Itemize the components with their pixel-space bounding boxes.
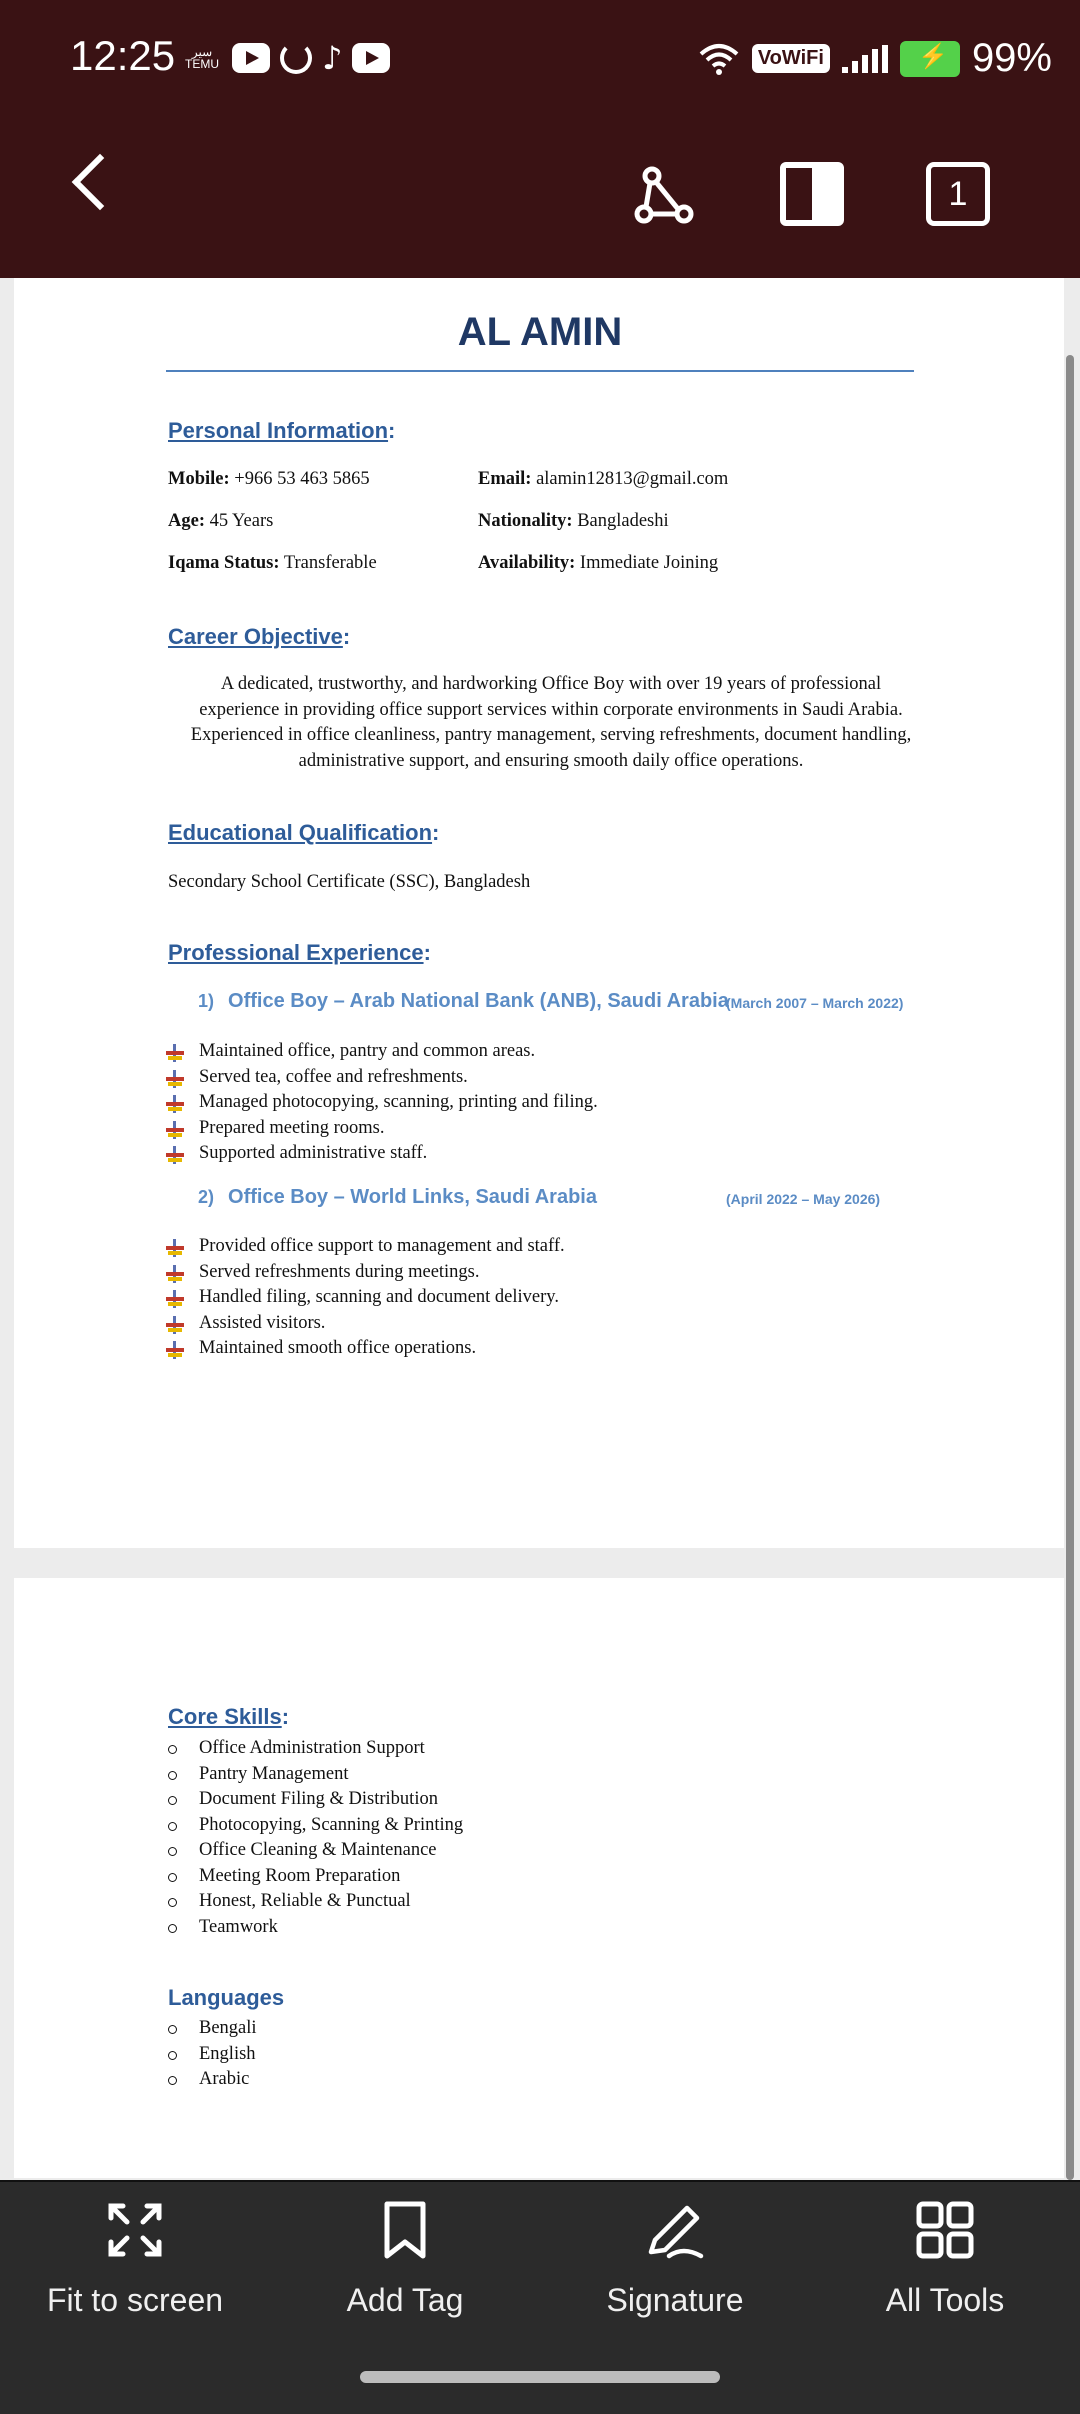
list-item-text: Maintained smooth office operations. [199, 1338, 477, 1358]
circle-bullet-icon [168, 1822, 177, 1831]
add-tag-button[interactable] [270, 2198, 540, 2319]
job-duties-list [166, 1234, 565, 1362]
list-item [166, 2016, 257, 2042]
pen-icon [643, 2198, 707, 2262]
list-item-text: Honest, Reliable & Punctual [199, 1891, 411, 1911]
list-item [166, 1762, 463, 1788]
temu-app-icon: سیر TEMU [185, 45, 219, 71]
age-field: Age: 45 Years [168, 511, 274, 531]
experience-heading: Professional Experience: [168, 940, 431, 965]
status-time: 12:25 [70, 32, 176, 79]
job-duties-list [166, 1039, 598, 1167]
share-icon[interactable] [632, 162, 696, 226]
iqama-field: Iqama Status: Transferable [168, 553, 377, 573]
languages-list [166, 2016, 257, 2093]
job-title: 2) Office Boy – World Links, Saudi Arabia [198, 1186, 597, 1208]
list-item [166, 1838, 463, 1864]
vowifi-badge: VoWiFi [752, 44, 830, 73]
battery-percent: 99% [971, 36, 1052, 80]
bookmark-icon [373, 2198, 437, 2262]
notification-icons [182, 39, 390, 77]
page-count-button[interactable]: 1 [926, 162, 990, 226]
list-item-text: Teamwork [199, 1916, 278, 1937]
list-item [166, 1736, 463, 1762]
tiktok-icon: ♪ [322, 39, 343, 77]
education-heading: Educational Qualification: [168, 820, 440, 845]
circle-bullet-icon [168, 1898, 177, 1907]
education-text: Secondary School Certificate (SSC), Bangladesh [168, 872, 531, 892]
availability-field: Availability: Immediate Joining [478, 553, 719, 573]
duty-item [166, 1090, 598, 1116]
title-divider [166, 370, 914, 372]
email-field: Email: alamin12813@gmail.com [478, 469, 729, 489]
battery-icon [900, 41, 960, 77]
wifi-icon [698, 42, 740, 76]
job-dates: (April 2022 – May 2026) [726, 1191, 881, 1207]
duty-item [166, 1336, 565, 1362]
page-layout-icon[interactable] [780, 162, 844, 226]
fit-screen-icon [103, 2198, 167, 2262]
core-skills-heading: Core Skills: [168, 1704, 290, 1729]
list-item-text: Pantry Management [199, 1763, 349, 1784]
list-item-text: Managed photocopying, scanning, printing and filing. [199, 1092, 598, 1112]
list-item-text: Office Cleaning & Maintenance [199, 1840, 437, 1860]
circle-bullet-icon [168, 2051, 177, 2060]
duty-item [166, 1039, 598, 1065]
resume-name: AL AMIN [457, 310, 623, 354]
signature-button[interactable] [540, 2198, 810, 2319]
personal-info-heading: Personal Information: [168, 418, 396, 443]
list-item [166, 1889, 463, 1915]
job-title: 1) Office Boy – Arab National Bank (ANB), Saudi Arabia [198, 990, 729, 1012]
mobile-field: Mobile: +966 53 463 5865 [168, 469, 370, 489]
list-item-text: Bengali [199, 2018, 257, 2038]
list-item [166, 2042, 257, 2068]
career-objective-heading: Career Objective: [168, 624, 351, 649]
career-objective-text: A dedicated, trustworthy, and hardworking Office Boy with over 19 years of professional experience in providing office support services within corporate environments in Saudi Arabia. Experienced in office cleanliness, pantry management, serving refreshments, document handling, administrative support, and ensuring smooth daily office operations. [190, 674, 912, 771]
youtube-icon [352, 43, 390, 73]
bullet-icon [166, 1070, 184, 1088]
bullet-icon [166, 1146, 184, 1164]
duty-item [166, 1141, 598, 1167]
list-item [166, 1915, 463, 1941]
youtube-icon [232, 43, 270, 73]
list-item-text: Document Filing & Distribution [199, 1789, 438, 1809]
list-item-text: Handled filing, scanning and document delivery. [199, 1287, 559, 1307]
fit-to-screen-button[interactable] [0, 2198, 270, 2319]
circle-bullet-icon [168, 2076, 177, 2085]
list-item [166, 1813, 463, 1839]
list-item-text: Maintained office, pantry and common areas. [199, 1041, 536, 1061]
list-item-text: Supported administrative staff. [199, 1143, 428, 1163]
circle-bullet-icon [168, 1847, 177, 1856]
circle-bullet-icon [168, 2025, 177, 2034]
status-right [698, 36, 1052, 81]
bullet-icon [166, 1265, 184, 1283]
duty-item [166, 1116, 598, 1142]
circle-bullet-icon [168, 1796, 177, 1805]
circle-bullet-icon [168, 1745, 177, 1754]
refresh-icon [280, 42, 312, 74]
all-tools-label: All Tools [885, 2282, 1005, 2318]
list-item-text: Meeting Room Preparation [199, 1865, 401, 1886]
grid-icon [913, 2198, 977, 2262]
nationality-field: Nationality: Bangladeshi [478, 511, 669, 531]
bullet-icon [166, 1239, 184, 1257]
duty-item [166, 1234, 565, 1260]
bullet-icon [166, 1316, 184, 1334]
bullet-icon [166, 1044, 184, 1062]
list-item-text: English [199, 2043, 256, 2064]
duty-item [166, 1065, 598, 1091]
list-item [166, 1864, 463, 1890]
home-indicator[interactable] [360, 2371, 720, 2383]
duty-item [166, 1260, 565, 1286]
bullet-icon [166, 1341, 184, 1359]
job-dates: (March 2007 – March 2022) [726, 995, 904, 1011]
list-item-text: Photocopying, Scanning & Printing [199, 1814, 464, 1835]
add-tag-label: Add Tag [346, 2282, 464, 2318]
languages-heading: Languages [168, 1985, 285, 2010]
list-item-text: Prepared meeting rooms. [199, 1117, 385, 1138]
circle-bullet-icon [168, 1771, 177, 1780]
list-item-text: Arabic [199, 2069, 250, 2089]
list-item-text: Assisted visitors. [199, 1312, 326, 1333]
duty-item [166, 1285, 565, 1311]
core-skills-list [166, 1736, 463, 1940]
signature-label: Signature [606, 2282, 744, 2318]
scrollbar[interactable] [1066, 355, 1074, 2180]
list-item-text: Served refreshments during meetings. [199, 1261, 480, 1282]
all-tools-button[interactable] [810, 2198, 1080, 2319]
list-item-text: Provided office support to management and staff. [199, 1236, 565, 1256]
circle-bullet-icon [168, 1924, 177, 1933]
list-item-text: Office Administration Support [199, 1738, 425, 1758]
duty-item [166, 1311, 565, 1337]
circle-bullet-icon [168, 1873, 177, 1882]
bullet-icon [166, 1290, 184, 1308]
bullet-icon [166, 1121, 184, 1139]
list-item [166, 1787, 463, 1813]
fit-to-screen-label: Fit to screen [46, 2282, 224, 2318]
signal-icon [842, 45, 888, 73]
bullet-icon [166, 1095, 184, 1113]
list-item [166, 2067, 257, 2093]
list-item-text: Served tea, coffee and refreshments. [199, 1066, 468, 1087]
